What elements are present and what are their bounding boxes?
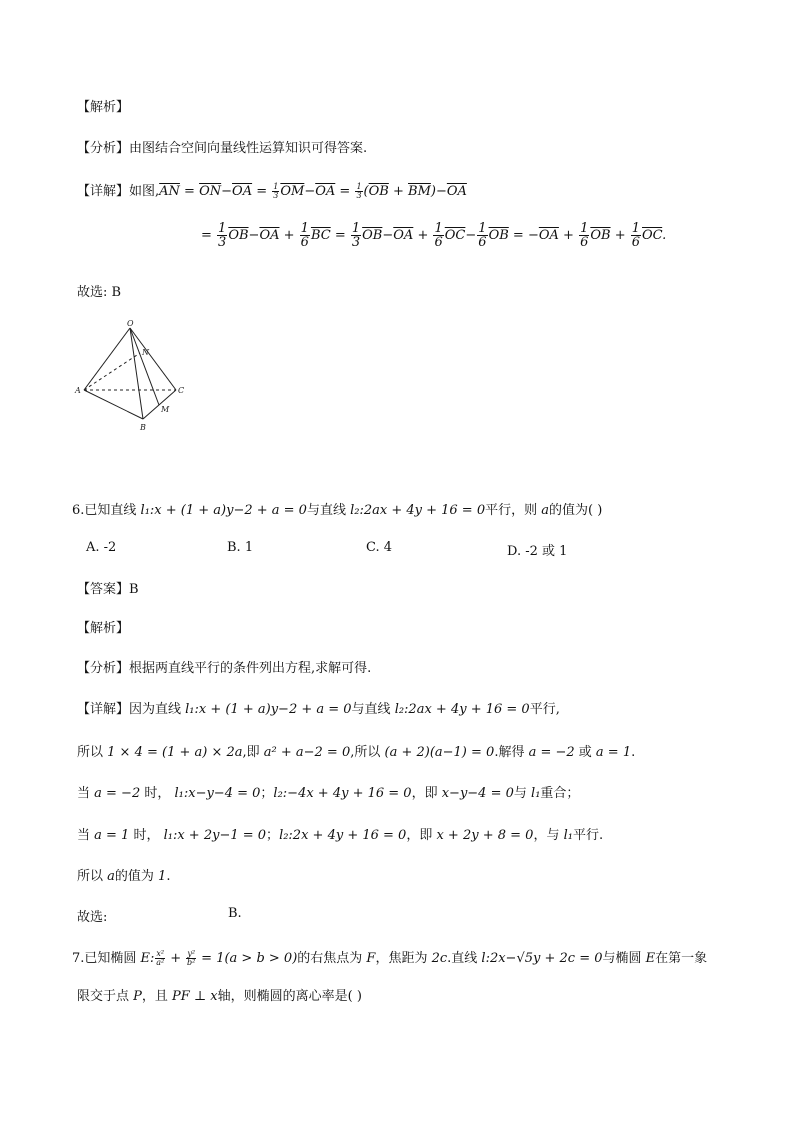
label-M: M xyxy=(161,405,170,414)
edge-OA xyxy=(84,328,130,390)
edge-OC xyxy=(130,328,176,390)
q6-option-d: D. -2 或 1 xyxy=(507,544,568,559)
q5-eq2: = $\frac{1}{3}$ $\overline{OB}-\overline{OA}$ + $\frac{1}{6}$ $\overline{BC}$ = $\frac{1}{3}$ $\overline{OB}-\overline{OA}$ + $\frac{1}{6}$ $\overline{OC}-$ $\frac{1}{6}$ $\overline{OB} = -\overline{OA}$ + $\frac{1}{6}$ $\overline{OB}$ + $\frac{1}{6}$ $\overline{OC}$. xyxy=(201,221,667,250)
q6-option-c: C. 4 xyxy=(366,540,393,555)
q6-answer-label: 故选: xyxy=(77,910,108,925)
q5-fenxi-text: 由图结合空间向量线性运算知识可得答案. xyxy=(129,141,368,156)
q6-detail-5: 所以 a的值为 1. xyxy=(77,869,171,884)
q5-eq1: $\overline{AN} = \overline{ON}-\overline{OA}$ = $\frac{1}{3}$ $\overline{OM}-\overline{OA}$ = $\frac{1}{3}$ $(\overline{OB} + \overline{BM})-\overline{OA}$ xyxy=(159,182,467,200)
edge-BC xyxy=(143,390,176,419)
q6-detail-3: 当 a = −2 时， l₁:x−y−4 = 0；l₂:−4x + 4y + 16 = 0，即 x−y−4 = 0与 l₁重合； xyxy=(77,786,580,801)
q6-stem: 6.已知直线 l₁:x + (1 + a)y−2 + a = 0与直线 l₂:2ax + 4y + 16 = 0平行，则 a的值为( ) xyxy=(72,503,603,518)
label-C: C xyxy=(178,386,185,395)
q6-detail-1: 【详解】因为直线 l₁:x + (1 + a)y−2 + a = 0与直线 l₂:2ax + 4y + 16 = 0平行, xyxy=(77,702,560,717)
label-A: A xyxy=(75,386,81,395)
tetrahedron-figure xyxy=(70,318,195,433)
q6-analysis-heading: 【解析】 xyxy=(77,621,130,636)
q5-answer: 故选: B xyxy=(77,285,122,300)
q7-stem-line2: 限交于点 P，且 PF ⊥ x轴，则椭圆的离心率是( ) xyxy=(77,989,362,1004)
q6-fenxi: 【分析】根据两直线平行的条件列出方程,求解可得. xyxy=(77,661,372,676)
label-N: N xyxy=(142,348,149,357)
edge-AB xyxy=(84,390,143,419)
label-B: B xyxy=(140,423,146,432)
edge-OB xyxy=(130,328,143,419)
q5-analysis-heading: 【解析】 xyxy=(77,100,130,115)
q5-detail-line xyxy=(77,180,467,200)
q6-option-a: A. -2 xyxy=(86,540,117,555)
q5-fenxi-label: 【分析】 xyxy=(77,141,130,156)
q6-option-b: B. 1 xyxy=(227,540,254,555)
q5-detail-intro: 如图, xyxy=(129,184,160,199)
segment-OM xyxy=(130,328,159,405)
q6-answer-value: B. xyxy=(228,906,242,921)
q5-fenxi-line xyxy=(77,137,367,156)
label-O: O xyxy=(127,319,134,328)
q5-detail-label: 【详解】 xyxy=(77,184,130,199)
q6-answer-line: 【答案】B xyxy=(77,582,139,597)
segment-AN-hidden xyxy=(84,353,140,390)
q6-detail-2: 所以 1 × 4 = (1 + a) × 2a,即 a² + a−2 = 0,所以 (a + 2)(a−1) = 0.解得 a = −2 或 a = 1. xyxy=(77,745,636,760)
q7-stem-line1: 7.已知椭圆 E: $\frac{\text{x²}}{\text{a²}}$ + $\frac{\text{y²}}{\text{b²}}$ = 1(a > b > 0)的右焦点为 F，焦距为 2c.直线 l:2x−√5y + 2c = 0与椭圆 E在第一象 xyxy=(72,949,708,967)
q6-detail-4: 当 a = 1 时， l₁:x + 2y−1 = 0；l₂:2x + 4y + 16 = 0，即 x + 2y + 8 = 0，与 l₁平行. xyxy=(77,828,604,843)
